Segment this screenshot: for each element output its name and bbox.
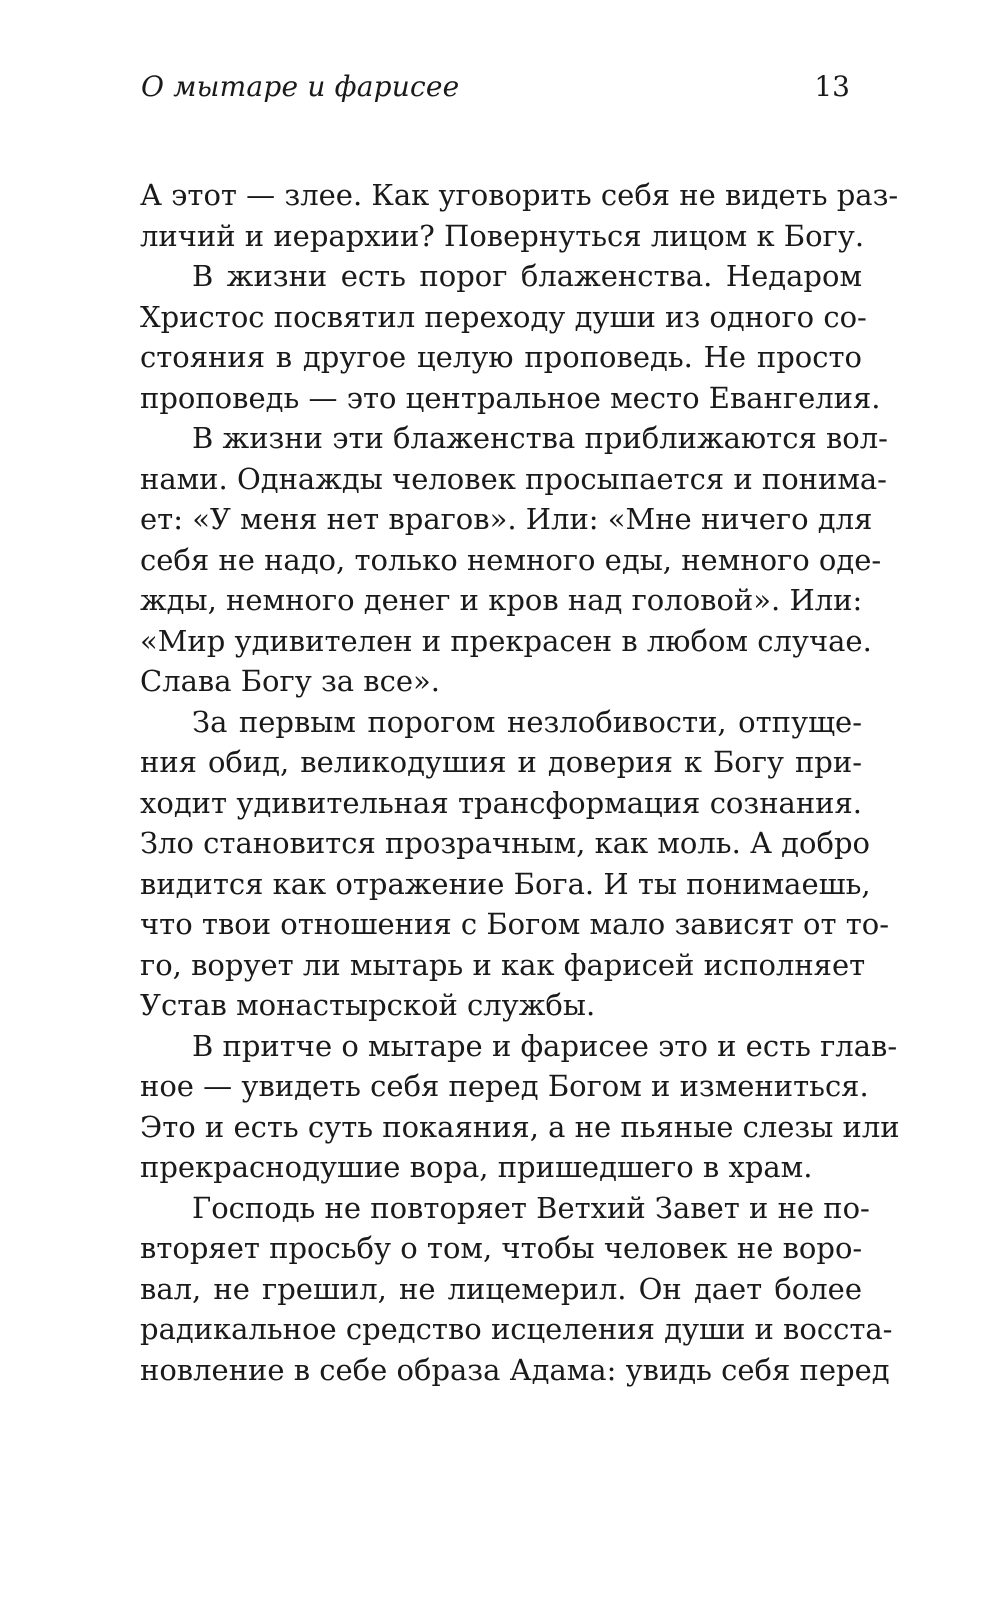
text-line: Господь не повторяет Ветхий Завет и не по- — [192, 1190, 870, 1225]
text-line: «Мир удивителен и прекрасен в любом случае. — [140, 623, 872, 658]
text-line: что твои отношения с Богом мало зависят от то- — [140, 907, 890, 941]
text-line: Христос посвятил переходу души из одного со- — [140, 299, 867, 334]
text-line: ет: «У меня нет врагов». Или: «Мне ничего для — [140, 502, 873, 536]
text-line: вал, не грешил, не лицемерил. Он дает более — [140, 1271, 862, 1306]
text-line: За первым порогом незлобивости, отпуще- — [192, 704, 862, 739]
text-line: прекраснодушие вора, пришедшего в храм. — [140, 1150, 813, 1184]
text-line: нами. Однажды человек просыпается и понима- — [140, 461, 887, 496]
text-line: вторяет просьбу о том, чтобы человек не воро- — [140, 1231, 863, 1265]
text-line: ходит удивительная трансформация сознания. — [140, 785, 862, 820]
text-line: Устав монастырской службы. — [140, 988, 596, 1022]
text-line: го, ворует ли мытарь и как фарисей исполняет — [140, 947, 866, 982]
text-line: В притче о мытаре и фарисее это и есть глав- — [192, 1028, 898, 1063]
body-text — [140, 175, 900, 1390]
text-line: себя не надо, только немного еды, немного оде- — [140, 542, 882, 577]
text-line: Это и есть суть покаяния, а не пьяные слезы или — [140, 1109, 900, 1144]
page-number: 13 — [814, 70, 850, 103]
text-line: видится как отражение Бога. И ты понимаешь, — [140, 866, 871, 901]
text-line: радикальное средство исцеления души и восста- — [140, 1312, 893, 1346]
text-line: жды, немного денег и кров над головой». Или: — [140, 583, 863, 617]
text-line: ния обид, великодушия и доверия к Богу при- — [140, 745, 862, 779]
text-line: новление в себе образа Адама: увидь себя перед — [140, 1352, 890, 1387]
running-title: О мытаре и фарисее — [141, 70, 460, 103]
text-line: стояния в другое целую проповедь. Не просто — [140, 340, 862, 374]
text-line: ное — увидеть себя перед Богом и измениться. — [140, 1069, 869, 1103]
text-line: В жизни есть порог блаженства. Недаром — [192, 259, 862, 293]
text-line: личий и иерархии? Повернуться лицом к Богу. — [140, 218, 865, 253]
text-line: проповедь — это центральное место Евангелия. — [140, 380, 881, 415]
text-line: Слава Богу за все». — [140, 664, 440, 698]
text-line: Зло становится прозрачным, как моль. А добро — [140, 826, 870, 860]
text-line: А этот — злее. Как уговорить себя не видеть раз- — [140, 178, 899, 212]
text-line: В жизни эти блаженства приближаются вол- — [192, 421, 888, 455]
